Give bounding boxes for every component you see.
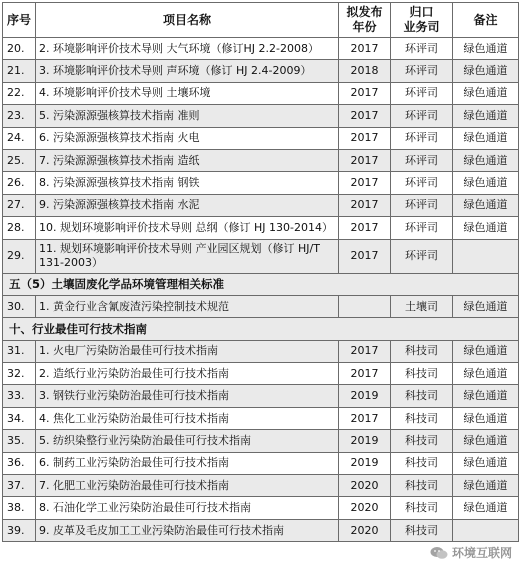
row-number: 37.	[3, 475, 36, 497]
row-year: 2017	[339, 363, 391, 385]
row-number: 23.	[3, 105, 36, 127]
row-number: 34.	[3, 407, 36, 429]
row-department: 环评司	[391, 149, 453, 171]
header-name: 项目名称	[36, 3, 339, 38]
row-department: 环评司	[391, 38, 453, 60]
table-row	[3, 363, 519, 385]
row-department: 土壤司	[391, 295, 453, 317]
row-department: 科技司	[391, 385, 453, 407]
section-title: 五（5）土壤固废化学品环境管理相关标准	[3, 273, 519, 295]
row-project-name: 2. 环境影响评价技术导则 大气环境（修订HJ 2.2-2008）	[36, 38, 339, 60]
row-note: 绿色通道	[453, 60, 519, 82]
watermark-text: 环境互联网	[451, 546, 512, 560]
row-department: 科技司	[391, 475, 453, 497]
row-department: 环评司	[391, 60, 453, 82]
row-number: 29.	[3, 239, 36, 273]
table-row	[3, 430, 519, 452]
row-number: 36.	[3, 452, 36, 474]
row-department: 科技司	[391, 363, 453, 385]
row-note: 绿色通道	[453, 149, 519, 171]
row-year: 2019	[339, 452, 391, 474]
table-row	[3, 519, 519, 541]
table-body	[3, 38, 519, 542]
section-title: 十、行业最佳可行技术指南	[3, 318, 519, 340]
row-number: 27.	[3, 194, 36, 216]
row-project-name: 6. 制药工业污染防治最佳可行技术指南	[36, 452, 339, 474]
row-note: 绿色通道	[453, 475, 519, 497]
row-note: 绿色通道	[453, 105, 519, 127]
row-number: 30.	[3, 295, 36, 317]
row-year: 2017	[339, 407, 391, 429]
table-row	[3, 60, 519, 82]
row-department: 科技司	[391, 407, 453, 429]
section-row	[3, 273, 519, 295]
table-row	[3, 452, 519, 474]
row-project-name: 8. 污染源源强核算技术指南 钢铁	[36, 172, 339, 194]
row-note: 绿色通道	[453, 172, 519, 194]
row-department: 科技司	[391, 430, 453, 452]
row-year	[339, 295, 391, 317]
row-project-name: 10. 规划环境影响评价技术导则 总纲（修订 HJ 130-2014）	[36, 217, 339, 239]
row-year: 2017	[339, 105, 391, 127]
header-dept: 归口 业务司	[391, 3, 453, 38]
table-row	[3, 172, 519, 194]
row-project-name: 11. 规划环境影响评价技术导则 产业园区规划（修订 HJ/T 131-2003）	[36, 239, 339, 273]
table-row	[3, 127, 519, 149]
row-number: 39.	[3, 519, 36, 541]
row-department: 环评司	[391, 127, 453, 149]
header-note: 备注	[453, 3, 519, 38]
row-year: 2017	[339, 340, 391, 362]
row-department: 环评司	[391, 105, 453, 127]
row-year: 2017	[339, 127, 391, 149]
table-row	[3, 340, 519, 362]
row-project-name: 4. 环境影响评价技术导则 土壤环境	[36, 82, 339, 104]
table-row	[3, 149, 519, 171]
row-year: 2019	[339, 385, 391, 407]
row-project-name: 1. 火电厂污染防治最佳可行技术指南	[36, 340, 339, 362]
section-row	[3, 318, 519, 340]
row-project-name: 9. 皮革及毛皮加工工业污染防治最佳可行技术指南	[36, 519, 339, 541]
table-row	[3, 105, 519, 127]
row-project-name: 4. 焦化工业污染防治最佳可行技术指南	[36, 407, 339, 429]
row-department: 环评司	[391, 172, 453, 194]
wechat-icon	[430, 546, 448, 560]
header-seq: 序号	[3, 3, 36, 38]
row-department: 环评司	[391, 217, 453, 239]
standards-table	[2, 2, 519, 542]
row-project-name: 5. 纺织染整行业污染防治最佳可行技术指南	[36, 430, 339, 452]
row-project-name: 8. 石油化学工业污染防治最佳可行技术指南	[36, 497, 339, 519]
row-number: 28.	[3, 217, 36, 239]
row-number: 20.	[3, 38, 36, 60]
row-department: 环评司	[391, 239, 453, 273]
row-year: 2017	[339, 149, 391, 171]
row-department: 环评司	[391, 82, 453, 104]
row-number: 22.	[3, 82, 36, 104]
row-number: 25.	[3, 149, 36, 171]
row-project-name: 7. 化肥工业污染防治最佳可行技术指南	[36, 475, 339, 497]
table-row	[3, 497, 519, 519]
row-project-name: 2. 造纸行业污染防治最佳可行技术指南	[36, 363, 339, 385]
table-row	[3, 407, 519, 429]
row-note: 绿色通道	[453, 497, 519, 519]
table-row	[3, 475, 519, 497]
row-year: 2017	[339, 172, 391, 194]
row-year: 2020	[339, 475, 391, 497]
table-row	[3, 217, 519, 239]
row-year: 2017	[339, 82, 391, 104]
row-year: 2018	[339, 60, 391, 82]
row-year: 2020	[339, 519, 391, 541]
row-note	[453, 519, 519, 541]
row-note: 绿色通道	[453, 82, 519, 104]
row-year: 2017	[339, 38, 391, 60]
row-note: 绿色通道	[453, 340, 519, 362]
row-note: 绿色通道	[453, 430, 519, 452]
row-department: 科技司	[391, 497, 453, 519]
row-department: 环评司	[391, 194, 453, 216]
row-note: 绿色通道	[453, 127, 519, 149]
table-row	[3, 38, 519, 60]
row-project-name: 9. 污染源源强核算技术指南 水泥	[36, 194, 339, 216]
row-project-name: 1. 黄金行业含氰废渣污染控制技术规范	[36, 295, 339, 317]
row-note: 绿色通道	[453, 38, 519, 60]
row-year: 2017	[339, 239, 391, 273]
row-year: 2020	[339, 497, 391, 519]
table-row	[3, 295, 519, 317]
row-year: 2019	[339, 430, 391, 452]
row-project-name: 3. 钢铁行业污染防治最佳可行技术指南	[36, 385, 339, 407]
row-project-name: 5. 污染源源强核算技术指南 准则	[36, 105, 339, 127]
row-note: 绿色通道	[453, 363, 519, 385]
row-number: 35.	[3, 430, 36, 452]
row-year: 2017	[339, 194, 391, 216]
table-row	[3, 82, 519, 104]
row-note: 绿色通道	[453, 452, 519, 474]
row-department: 科技司	[391, 519, 453, 541]
row-note: 绿色通道	[453, 385, 519, 407]
row-note: 绿色通道	[453, 295, 519, 317]
row-project-name: 6. 污染源源强核算技术指南 火电	[36, 127, 339, 149]
row-project-name: 7. 污染源源强核算技术指南 造纸	[36, 149, 339, 171]
header-year: 拟发布 年份	[339, 3, 391, 38]
row-department: 科技司	[391, 452, 453, 474]
row-number: 21.	[3, 60, 36, 82]
row-number: 24.	[3, 127, 36, 149]
row-number: 32.	[3, 363, 36, 385]
table-row	[3, 385, 519, 407]
row-note: 绿色通道	[453, 217, 519, 239]
row-project-name: 3. 环境影响评价技术导则 声环境（修订 HJ 2.4-2009）	[36, 60, 339, 82]
row-note: 绿色通道	[453, 407, 519, 429]
row-year: 2017	[339, 217, 391, 239]
table-row	[3, 239, 519, 273]
row-number: 31.	[3, 340, 36, 362]
row-number: 33.	[3, 385, 36, 407]
watermark	[430, 544, 512, 561]
row-note: 绿色通道	[453, 194, 519, 216]
row-number: 26.	[3, 172, 36, 194]
row-note	[453, 239, 519, 273]
row-number: 38.	[3, 497, 36, 519]
table-row	[3, 194, 519, 216]
table-header-row	[3, 3, 519, 38]
row-department: 科技司	[391, 340, 453, 362]
